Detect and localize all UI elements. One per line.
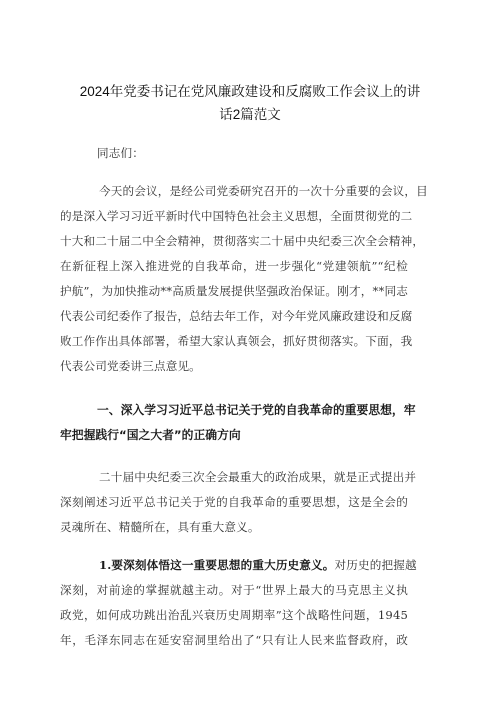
- paragraph-line: 代表公司党委讲三点意见。: [60, 359, 201, 373]
- salutation: 同志们：: [97, 146, 144, 160]
- paragraph-line: 政党，如何成功跳出治乱兴衰历史周期率”这个战略性问题，1945: [60, 608, 408, 622]
- paragraph-line: 代表公司纪委作了报告，总结去年工作，对今年党风廉政建设和反腐: [60, 309, 413, 323]
- paragraph-line: 败工作作出具体部署，希望大家认真领会，抓好贯彻落实。下面，我: [60, 334, 413, 348]
- document-title-line-1: 2024年党委书记在党风廉政建设和反腐败工作会议上的讲: [79, 84, 421, 99]
- paragraph-line: 十大和二十届二中全会精神，贯彻落实二十届中央纪委三次全会精神，: [60, 234, 425, 248]
- subsection-heading: 1.要深刻体悟这一重要思想的重大历史意义。: [99, 558, 335, 572]
- paragraph-line: 在新征程上深入推进党的自我革命，进一步强化“党建领航”“纪检: [60, 259, 408, 273]
- paragraph-line: 今天的会议，是经公司党委研究召开的一次十分重要的会议，目: [99, 184, 428, 198]
- paragraph-line: 灵魂所在、精髓所在，具有重大意义。: [60, 520, 260, 534]
- paragraph-line: 护航”，为加快推动**高质量发展提供坚强政治保证。刚才，**同志: [60, 284, 408, 298]
- paragraph-line: 二十届中央纪委三次全会最重大的政治成果，就是正式提出并: [99, 470, 417, 484]
- paragraph-text: 对历史的把握越: [334, 558, 417, 572]
- paragraph-line: [99, 557, 417, 573]
- paragraph-line: 深刻阐述习近平总书记关于党的自我革命的重要思想，这是全会的: [60, 495, 408, 509]
- paragraph-line: 的是深入学习习近平新时代中国特色社会主义思想，全面贯彻党的二: [60, 209, 413, 223]
- section-heading-line-2: 牢把握践行“国之大者”的正确方向: [60, 428, 241, 442]
- paragraph-line: 年，毛泽东同志在延安窑洞里给出了“只有让人民来监督政府，政: [60, 633, 408, 647]
- paragraph-line: 深刻，对前途的掌握就越主动。对于“世界上最大的马克思主义执: [60, 583, 408, 597]
- document-title-line-2: 话2篇范文: [219, 107, 281, 122]
- section-heading-line-1: 一、深入学习习近平总书记关于党的自我革命的重要思想，牢: [97, 403, 416, 417]
